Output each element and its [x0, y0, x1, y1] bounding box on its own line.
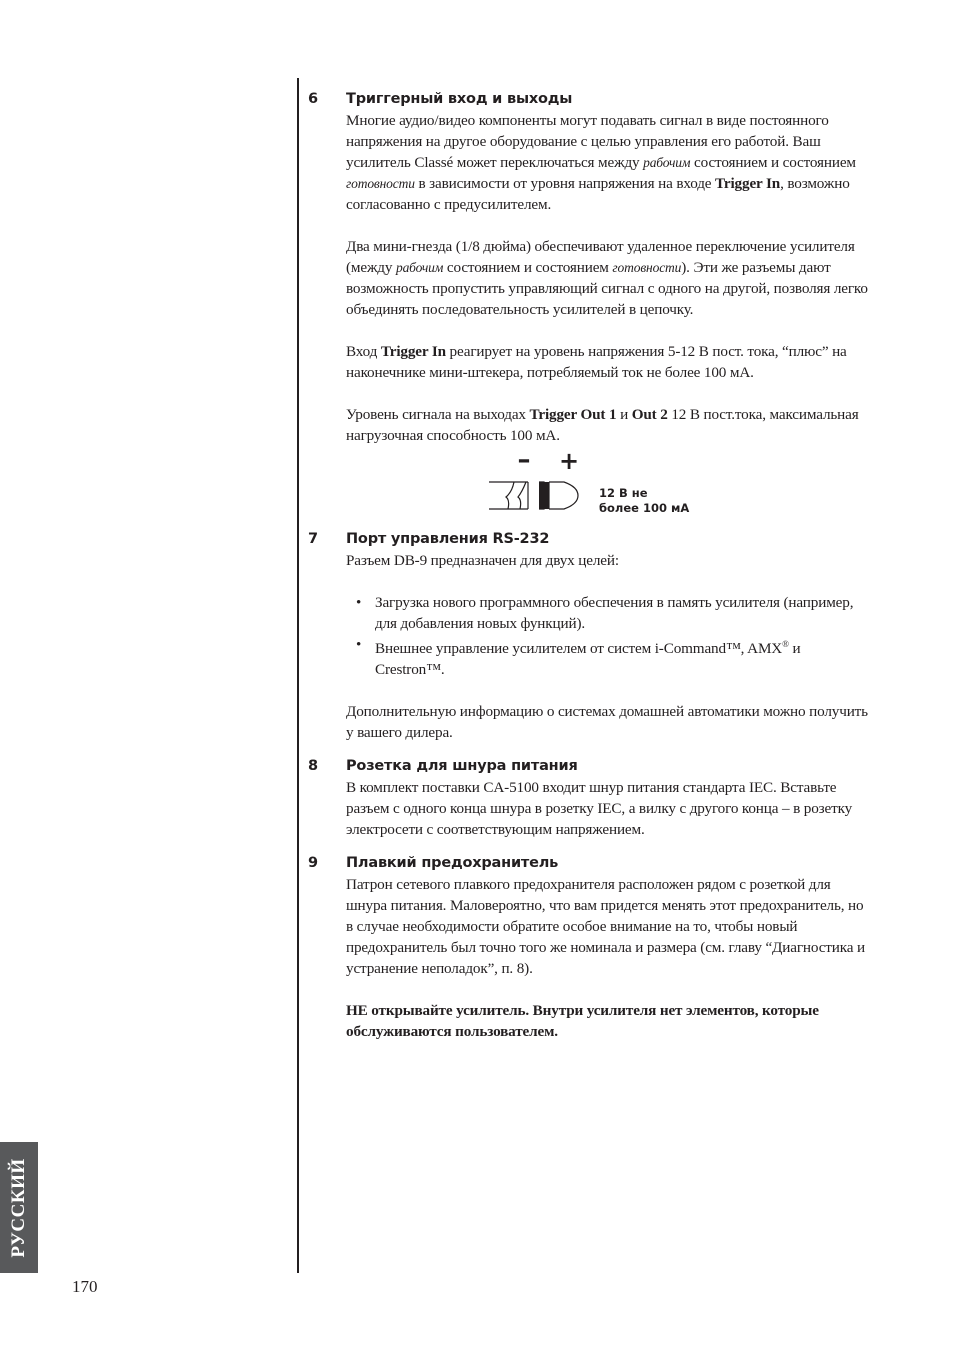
paragraph: Разъем DB-9 предназначен для двух целей: — [346, 552, 619, 569]
plug-sleeve-band — [539, 482, 549, 509]
section-title: Плавкий предохранитель — [346, 855, 559, 872]
mini-plug-drawing — [486, 447, 596, 517]
warning-text: НЕ открывайте усилитель. Внутри усилителя нет элементов, которые обслуживаются пользователем. — [346, 1002, 819, 1041]
section-title: Триггерный вход и выходы — [346, 91, 573, 107]
voltage-label: 12 В не более 100 мА — [599, 486, 690, 515]
bullet-dot: • — [356, 594, 362, 611]
section-number: 6 — [308, 91, 319, 107]
trigger-plug-diagram — [308, 447, 868, 517]
list-item: • Загрузка нового программного обеспечения в память усилителя (например, для добавления новых функций). — [356, 594, 854, 632]
plug-outline — [489, 482, 578, 509]
section-number: 8 — [308, 758, 319, 775]
plus-sign: + — [558, 447, 580, 475]
page-number: 170 — [72, 1277, 98, 1296]
bullet-list — [346, 592, 868, 680]
section-power-socket — [308, 756, 868, 840]
section-rs232 — [308, 529, 868, 743]
paragraph: Дополнительную информацию о системах домашней автоматики можно получить у вашего дилера. — [346, 703, 868, 742]
language-tab — [0, 1142, 38, 1273]
paragraph: Два мини-гнезда (1/8 дюйма) обеспечивают удаленное переключение усилителя (между рабочим состоянием и состоянием готовности). Эти же разъемы дают возможность пропустить управляющий сигнал с одного на другой, позволяя легко объединять последовательность усилителей в цепочку. — [346, 238, 868, 318]
section-trigger — [308, 89, 868, 517]
paragraph: Вход Trigger In реагирует на уровень напряжения 5-12 В пост. тока, “плюс” на наконечнике мини-штекера, потребляемый ток не более 100 мА. — [346, 343, 847, 381]
minus-sign: – — [517, 447, 531, 475]
section-number: 9 — [308, 855, 319, 872]
column-divider — [297, 78, 299, 1273]
list-item: • Внешнее управление усилителем от систем i-Command™, AMX® и Crestron™. — [356, 636, 801, 679]
paragraph: Многие аудио/видео компоненты могут подавать сигнал в виде постоянного напряжения на другое оборудование с целью управления его работой. Ваш усилитель Classé может переключаться между рабочим состоянием и состоянием готовности в зависимости от уровня напряжения на входе Trigger In, возможно согласованно с предусилителем. — [346, 112, 856, 213]
page-content — [308, 89, 868, 1042]
section-title: Порт управления RS-232 — [346, 531, 550, 547]
paragraph: Уровень сигнала на выходах Trigger Out 1 и Out 2 12 В пост.тока, максимальная нагрузочная способность 100 мА. — [346, 406, 859, 444]
paragraph: В комплект поставки CA-5100 входит шнур питания стандарта IEC. Вставьте разъем с одного конца шнура в розетку IEC, а вилку с другого конца – в розетку электросети с соответствующим напряжением. — [346, 779, 853, 839]
section-number: 7 — [308, 531, 319, 547]
paragraph: Патрон сетевого плавкого предохранителя расположен рядом с розеткой для шнура питания. Маловероятно, что вам придется менять этот предохранитель, но в случае необходимости обратите особое внимание на то, чтобы новый предохранитель был точно того же номинала и размера (см. главу “Диагностика и устранение неполадок”, п. 8). — [346, 876, 865, 978]
language-tab-label: РУССКИЙ — [8, 1157, 29, 1258]
section-title: Розетка для шнура питания — [346, 758, 578, 775]
section-fuse — [308, 853, 868, 1042]
bullet-dot: • — [356, 636, 362, 653]
